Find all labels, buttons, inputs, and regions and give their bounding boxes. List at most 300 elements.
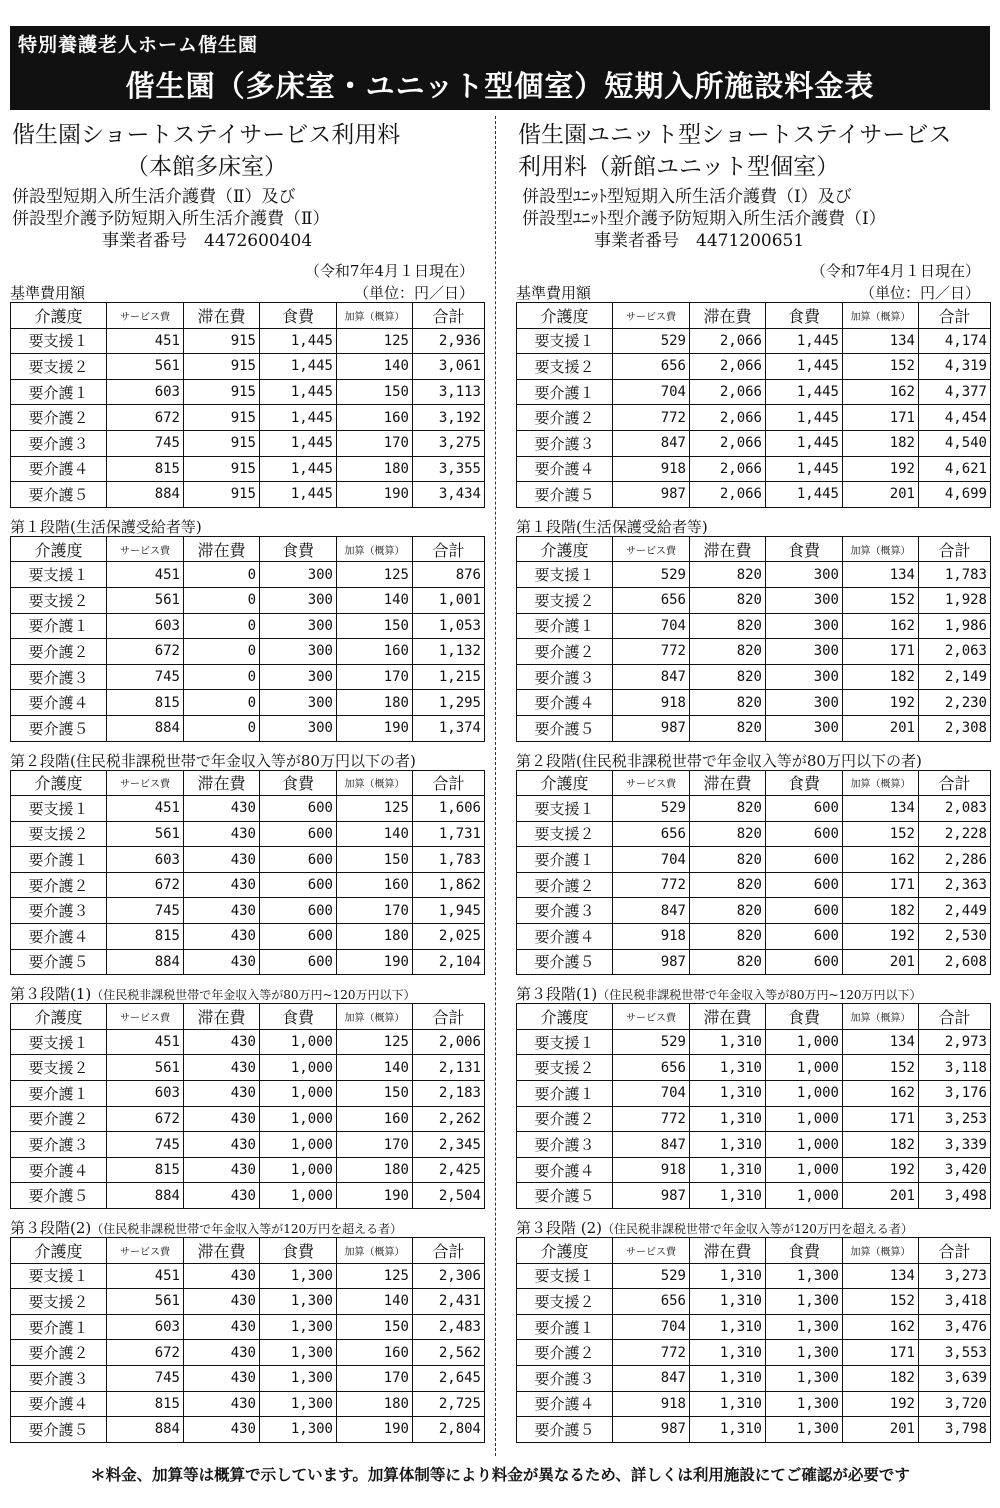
table-row	[517, 1263, 991, 1289]
table-header-row	[517, 536, 991, 562]
column-header: サービス費	[107, 303, 184, 329]
column-divider	[495, 116, 496, 1456]
fee-cell: 1,445	[260, 328, 337, 354]
column-header: 合計	[919, 770, 991, 796]
fee-cell: 160	[337, 872, 413, 898]
column-header: 加算（概算）	[337, 303, 413, 329]
fee-cell: 192	[843, 456, 919, 482]
fee-cell: 430	[184, 898, 260, 924]
fee-cell: 150	[337, 847, 413, 873]
fee-cell: 884	[107, 715, 184, 741]
fee-cell: 1,300	[766, 1340, 843, 1366]
fee-cell: 1,000	[260, 1055, 337, 1081]
table-row	[517, 1183, 991, 1209]
fee-cell: 430	[184, 949, 260, 975]
care-level-cell: 要介護１	[11, 613, 107, 639]
unit-label: （単位：円／日）	[353, 284, 474, 302]
fee-cell: 847	[613, 1365, 690, 1391]
fee-cell: 201	[843, 715, 919, 741]
fee-cell: 430	[184, 1055, 260, 1081]
fee-cell: 672	[107, 639, 184, 665]
table-row	[517, 664, 991, 690]
table-row	[517, 1081, 991, 1107]
fee-cell: 772	[613, 1106, 690, 1132]
fee-cell: 656	[613, 821, 690, 847]
fee-cell: 987	[613, 1183, 690, 1209]
fee-cell: 1,310	[690, 1365, 766, 1391]
table-row	[11, 924, 485, 950]
section-note: （住民税非課税世帯で年金収入等が80万円~120万円以下）	[597, 988, 922, 1003]
fee-cell: 300	[766, 562, 843, 588]
fee-sections	[516, 282, 990, 1443]
fee-cell: 3,420	[919, 1157, 991, 1183]
fee-cell: 1,445	[260, 430, 337, 456]
column-header: 加算（概算）	[843, 1238, 919, 1264]
fee-cell: 1,300	[260, 1263, 337, 1289]
fee-cell: 3,553	[919, 1340, 991, 1366]
fee-cell: 300	[260, 664, 337, 690]
fee-cell: 745	[107, 898, 184, 924]
fee-cell: 820	[690, 821, 766, 847]
column-title-line2: （本館多床室）	[126, 154, 287, 180]
fee-cell: 1,445	[766, 379, 843, 405]
care-level-cell: 要介護２	[11, 405, 107, 431]
fee-cell: 430	[184, 1106, 260, 1132]
table-row	[11, 1365, 485, 1391]
fee-table	[516, 770, 991, 976]
fee-cell: 656	[613, 1055, 690, 1081]
fee-cell: 820	[690, 690, 766, 716]
table-row	[11, 821, 485, 847]
table-row	[517, 1055, 991, 1081]
fee-cell: 1,300	[260, 1417, 337, 1443]
fee-cell: 603	[107, 613, 184, 639]
fee-cell: 190	[337, 1183, 413, 1209]
fee-cell: 201	[843, 1183, 919, 1209]
table-row	[11, 1029, 485, 1055]
fee-cell: 1,310	[690, 1157, 766, 1183]
fee-cell: 171	[843, 872, 919, 898]
footer-note: ＊料金、加算等は概算で示しています。加算体制等により料金が異なるため、詳しくは利用施設にてご確認が必要です	[90, 1466, 910, 1484]
fee-cell: 815	[107, 1391, 184, 1417]
fee-cell: 430	[184, 1289, 260, 1315]
column-header: 食費	[766, 303, 843, 329]
fee-cell: 603	[107, 1081, 184, 1107]
column-header: 加算（概算）	[337, 1238, 413, 1264]
section-title	[516, 750, 990, 770]
column-header: 介護度	[11, 1238, 107, 1264]
fee-cell: 847	[613, 1132, 690, 1158]
fee-cell: 915	[184, 328, 260, 354]
care-level-cell: 要支援１	[517, 1029, 613, 1055]
column-header: 加算（概算）	[843, 536, 919, 562]
fee-cell: 1,606	[413, 796, 485, 822]
care-level-cell: 要支援２	[11, 1289, 107, 1315]
fee-cell: 1,300	[766, 1391, 843, 1417]
fee-cell: 1,310	[690, 1391, 766, 1417]
care-level-cell: 要介護３	[517, 1132, 613, 1158]
fee-cell: 2,262	[413, 1106, 485, 1132]
fee-cell: 4,621	[919, 456, 991, 482]
fee-cell: 182	[843, 898, 919, 924]
fee-cell: 300	[260, 639, 337, 665]
fee-cell: 1,310	[690, 1029, 766, 1055]
care-level-cell: 要介護５	[517, 1417, 613, 1443]
care-level-cell: 要介護５	[517, 1183, 613, 1209]
fee-cell: 884	[107, 1183, 184, 1209]
fee-cell: 915	[184, 430, 260, 456]
table-row	[11, 482, 485, 508]
column-header: 食費	[766, 1004, 843, 1030]
care-level-cell: 要支援１	[517, 796, 613, 822]
fee-cell: 1,000	[766, 1157, 843, 1183]
fee-cell: 603	[107, 847, 184, 873]
fee-cell: 600	[766, 821, 843, 847]
care-level-cell: 要介護２	[517, 1106, 613, 1132]
column-header: 食費	[766, 1238, 843, 1264]
care-level-cell: 要介護５	[11, 949, 107, 975]
care-level-cell: 要支援１	[11, 1029, 107, 1055]
as-of-date: （令和7年4月１日現在）	[810, 262, 980, 280]
column-header: 介護度	[11, 536, 107, 562]
fee-cell: 190	[337, 715, 413, 741]
table-row	[11, 872, 485, 898]
table-row	[517, 690, 991, 716]
table-header-row	[517, 770, 991, 796]
fee-cell: 182	[843, 430, 919, 456]
fee-cell: 1,300	[766, 1365, 843, 1391]
column-header: 滞在費	[184, 303, 260, 329]
column-header: 滞在費	[690, 770, 766, 796]
fee-cell: 745	[107, 430, 184, 456]
fee-cell: 915	[184, 482, 260, 508]
fee-cell: 820	[690, 562, 766, 588]
column-header: 介護度	[517, 770, 613, 796]
fee-table	[516, 1003, 991, 1209]
column-header: 滞在費	[184, 1238, 260, 1264]
fee-cell: 180	[337, 924, 413, 950]
fee-cell: 704	[613, 613, 690, 639]
fee-cell: 300	[766, 587, 843, 613]
table-row	[11, 1183, 485, 1209]
fee-cell: 1,000	[766, 1132, 843, 1158]
fee-cell: 772	[613, 405, 690, 431]
fee-cell: 300	[766, 639, 843, 665]
fee-cell: 4,540	[919, 430, 991, 456]
section-title-text: 第２段階(住民税非課税世帯で年金収入等が80万円以下の者)	[10, 751, 416, 770]
care-level-cell: 要介護５	[11, 1183, 107, 1209]
table-row	[517, 562, 991, 588]
fee-cell: 430	[184, 1391, 260, 1417]
care-level-cell: 要支援１	[11, 562, 107, 588]
fee-cell: 2,083	[919, 796, 991, 822]
fee-cell: 2,530	[919, 924, 991, 950]
fee-cell: 1,945	[413, 898, 485, 924]
care-level-cell: 要介護４	[517, 924, 613, 950]
fee-cell: 190	[337, 949, 413, 975]
column-header: 介護度	[11, 1004, 107, 1030]
fee-cell: 1,000	[766, 1029, 843, 1055]
column-header: 介護度	[517, 536, 613, 562]
care-level-cell: 要介護４	[517, 690, 613, 716]
table-row	[517, 821, 991, 847]
fee-cell: 820	[690, 872, 766, 898]
fee-cell: 1,310	[690, 1263, 766, 1289]
section-note: （住民税非課税世帯で年金収入等が120万円を超える者）	[91, 1222, 403, 1236]
table-row	[517, 1106, 991, 1132]
care-level-cell: 要支援２	[517, 1055, 613, 1081]
fee-cell: 600	[260, 898, 337, 924]
fee-cell: 1,300	[260, 1365, 337, 1391]
care-level-cell: 要介護５	[517, 715, 613, 741]
fee-cell: 772	[613, 872, 690, 898]
fee-cell: 162	[843, 1081, 919, 1107]
column-header: 合計	[919, 1004, 991, 1030]
care-level-cell: 要介護５	[11, 715, 107, 741]
fee-cell: 160	[337, 405, 413, 431]
table-row	[11, 328, 485, 354]
fee-cell: 1,000	[260, 1081, 337, 1107]
fee-cell: 1,000	[260, 1106, 337, 1132]
fee-cell: 915	[184, 379, 260, 405]
fee-table	[516, 536, 991, 742]
table-row	[517, 1417, 991, 1443]
fee-cell: 1,300	[260, 1314, 337, 1340]
fee-cell: 820	[690, 664, 766, 690]
fee-cell: 162	[843, 847, 919, 873]
column-header: 介護度	[517, 1004, 613, 1030]
fee-cell: 1,731	[413, 821, 485, 847]
fee-cell: 180	[337, 690, 413, 716]
fee-cell: 2,066	[690, 354, 766, 380]
column-header: 加算（概算）	[337, 1004, 413, 1030]
care-level-cell: 要支援２	[11, 587, 107, 613]
fee-cell: 451	[107, 328, 184, 354]
table-row	[517, 405, 991, 431]
fee-cell: 656	[613, 1289, 690, 1315]
table-row	[11, 430, 485, 456]
fee-cell: 2,066	[690, 328, 766, 354]
column-header: 滞在費	[184, 770, 260, 796]
fee-cell: 451	[107, 796, 184, 822]
care-level-cell: 要介護２	[11, 1106, 107, 1132]
fee-cell: 134	[843, 562, 919, 588]
fee-cell: 125	[337, 1263, 413, 1289]
fee-cell: 140	[337, 587, 413, 613]
column-header: 食費	[260, 303, 337, 329]
fee-cell: 140	[337, 354, 413, 380]
fee-cell: 0	[184, 613, 260, 639]
fee-cell: 847	[613, 898, 690, 924]
fee-cell: 150	[337, 1081, 413, 1107]
service-type-line2: 併設型介護予防短期入所生活介護費（Ⅱ）	[12, 209, 330, 229]
fee-cell: 2,725	[413, 1391, 485, 1417]
fee-cell: 182	[843, 1365, 919, 1391]
fee-cell: 745	[107, 664, 184, 690]
care-level-cell: 要介護３	[11, 898, 107, 924]
table-row	[517, 1029, 991, 1055]
column-main-building	[10, 116, 484, 1451]
care-level-cell: 要介護２	[517, 639, 613, 665]
fee-cell: 3,176	[919, 1081, 991, 1107]
fee-cell: 4,174	[919, 328, 991, 354]
table-row	[11, 1263, 485, 1289]
care-level-cell: 要介護３	[517, 898, 613, 924]
table-row	[11, 379, 485, 405]
section-title-text: 第３段階(2)	[10, 1219, 92, 1237]
table-row	[11, 1314, 485, 1340]
fee-cell: 820	[690, 924, 766, 950]
fee-cell: 815	[107, 690, 184, 716]
table-header-row	[517, 1004, 991, 1030]
fee-cell: 2,345	[413, 1132, 485, 1158]
fee-cell: 603	[107, 1314, 184, 1340]
fee-cell: 529	[613, 1263, 690, 1289]
fee-cell: 2,006	[413, 1029, 485, 1055]
fee-cell: 180	[337, 1391, 413, 1417]
fee-cell: 430	[184, 1263, 260, 1289]
fee-cell: 3,113	[413, 379, 485, 405]
fee-cell: 2,431	[413, 1289, 485, 1315]
fee-cell: 915	[184, 354, 260, 380]
table-row	[517, 796, 991, 822]
fee-cell: 430	[184, 1029, 260, 1055]
fee-cell: 561	[107, 354, 184, 380]
section-title	[516, 282, 990, 302]
fee-cell: 1,445	[260, 379, 337, 405]
fee-cell: 140	[337, 1055, 413, 1081]
fee-cell: 150	[337, 613, 413, 639]
fee-cell: 134	[843, 796, 919, 822]
fee-cell: 1,928	[919, 587, 991, 613]
fee-cell: 0	[184, 690, 260, 716]
fee-cell: 134	[843, 328, 919, 354]
fee-cell: 656	[613, 354, 690, 380]
fee-cell: 847	[613, 430, 690, 456]
fee-cell: 0	[184, 664, 260, 690]
table-row	[517, 924, 991, 950]
fee-cell: 430	[184, 1157, 260, 1183]
fee-cell: 2,063	[919, 639, 991, 665]
care-level-cell: 要支援２	[11, 354, 107, 380]
table-row	[11, 613, 485, 639]
fee-cell: 820	[690, 949, 766, 975]
service-type-line2: 併設型ﾕﾆｯﾄ型介護予防短期入所生活介護費（Ⅰ）	[522, 209, 886, 229]
fee-cell: 162	[843, 1314, 919, 1340]
column-header: 介護度	[517, 1238, 613, 1264]
fee-cell: 656	[613, 587, 690, 613]
fee-cell: 140	[337, 1289, 413, 1315]
section-title-text: 第３段階 (2)	[516, 1219, 603, 1237]
care-level-cell: 要介護５	[11, 1417, 107, 1443]
fee-cell: 3,418	[919, 1289, 991, 1315]
fee-cell: 3,476	[919, 1314, 991, 1340]
fee-cell: 847	[613, 664, 690, 690]
care-level-cell: 要介護４	[517, 456, 613, 482]
fee-cell: 915	[184, 405, 260, 431]
care-level-cell: 要支援１	[517, 562, 613, 588]
table-row	[517, 847, 991, 873]
table-row	[11, 456, 485, 482]
column-header: サービス費	[613, 1004, 690, 1030]
fee-cell: 152	[843, 821, 919, 847]
section-title-text: 基準費用額	[10, 284, 86, 302]
service-type-line1: 併設型ﾕﾆｯﾄ型短期入所生活介護費（Ⅰ）及び	[522, 187, 852, 207]
fee-cell: 201	[843, 949, 919, 975]
fee-cell: 1,000	[766, 1081, 843, 1107]
column-header: 介護度	[517, 303, 613, 329]
document-header	[10, 26, 990, 110]
fee-cell: 915	[184, 456, 260, 482]
fee-cell: 152	[843, 354, 919, 380]
care-level-cell: 要介護３	[11, 1132, 107, 1158]
column-header: サービス費	[613, 770, 690, 796]
care-level-cell: 要介護２	[517, 405, 613, 431]
fee-cell: 1,300	[766, 1289, 843, 1315]
table-row	[517, 613, 991, 639]
fee-cell: 300	[260, 587, 337, 613]
section-title-text: 第３段階(1)	[10, 985, 92, 1004]
fee-cell: 160	[337, 639, 413, 665]
table-header-row	[11, 1004, 485, 1030]
fee-cell: 2,645	[413, 1365, 485, 1391]
fee-cell: 672	[107, 1340, 184, 1366]
fee-cell: 134	[843, 1029, 919, 1055]
section-title-text: 第１段階(生活保護受給者等)	[10, 517, 202, 536]
fee-cell: 600	[260, 821, 337, 847]
column-header: 加算（概算）	[843, 770, 919, 796]
fee-cell: 529	[613, 562, 690, 588]
table-row	[517, 354, 991, 380]
fee-cell: 1,310	[690, 1055, 766, 1081]
fee-cell: 820	[690, 796, 766, 822]
fee-cell: 3,798	[919, 1417, 991, 1443]
care-level-cell: 要支援２	[517, 821, 613, 847]
fee-cell: 820	[690, 613, 766, 639]
table-row	[11, 405, 485, 431]
fee-cell: 1,001	[413, 587, 485, 613]
section-title	[10, 1217, 484, 1237]
fee-cell: 704	[613, 1081, 690, 1107]
fee-cell: 300	[260, 690, 337, 716]
fee-cell: 192	[843, 924, 919, 950]
fee-cell: 3,192	[413, 405, 485, 431]
fee-cell: 1,310	[690, 1106, 766, 1132]
fee-cell: 125	[337, 562, 413, 588]
fee-cell: 1,310	[690, 1081, 766, 1107]
column-header: 加算（概算）	[843, 1004, 919, 1030]
table-row	[11, 587, 485, 613]
fee-cell: 150	[337, 379, 413, 405]
care-level-cell: 要介護３	[517, 664, 613, 690]
fee-cell: 0	[184, 715, 260, 741]
column-header: 合計	[413, 1004, 485, 1030]
column-header: 加算（概算）	[337, 770, 413, 796]
fee-cell: 2,228	[919, 821, 991, 847]
fee-cell: 430	[184, 1314, 260, 1340]
table-row	[11, 1081, 485, 1107]
section-title-text: 第２段階(住民税非課税世帯で年金収入等が80万円以下の者)	[516, 751, 922, 770]
fee-cell: 600	[766, 872, 843, 898]
fee-cell: 430	[184, 924, 260, 950]
fee-cell: 600	[766, 949, 843, 975]
fee-cell: 603	[107, 379, 184, 405]
table-row	[517, 482, 991, 508]
fee-cell: 772	[613, 639, 690, 665]
section-title	[516, 516, 990, 536]
table-header-row	[11, 303, 485, 329]
column-title-line1: 偕生園ショートステイサービス利用料	[12, 122, 401, 148]
